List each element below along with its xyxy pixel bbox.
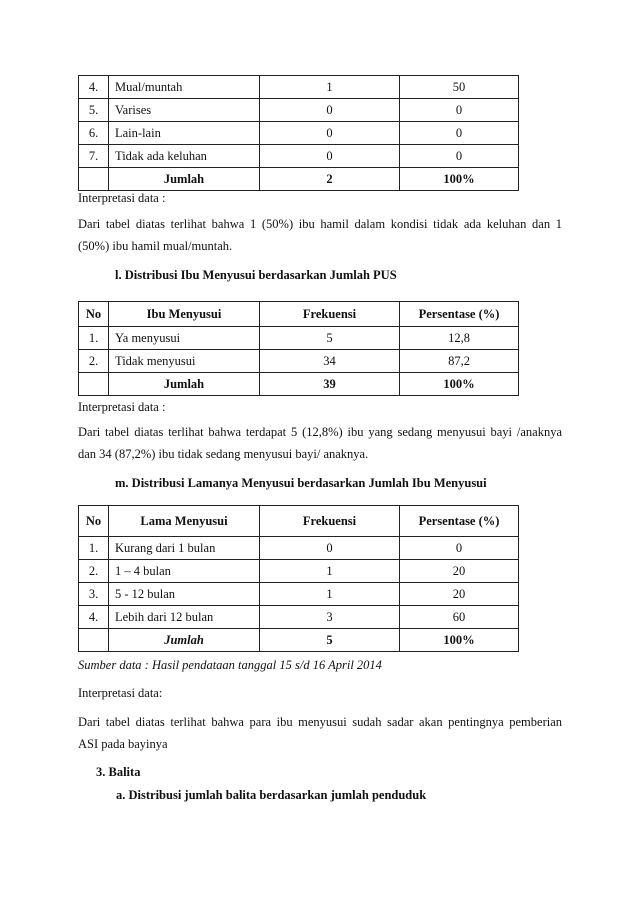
section-heading: l. Distribusi Ibu Menyusui berdasarkan Jumlah PUS [115, 268, 397, 282]
cell-no: 2. [79, 350, 109, 373]
table-row [79, 560, 519, 583]
cell-freq: 1 [260, 583, 400, 606]
cell-freq: 34 [260, 350, 400, 373]
table-total-row [79, 373, 519, 396]
section-heading: 3. Balita [96, 765, 141, 779]
table-row [79, 145, 519, 168]
cell-no: 5. [79, 99, 109, 122]
table-header-row [79, 302, 519, 327]
cell-freq: 5 [260, 327, 400, 350]
table-row [79, 122, 519, 145]
interpretation-label: Interpretasi data: [78, 686, 163, 700]
table-row [79, 350, 519, 373]
interpretation-text: (50%) ibu hamil mual/muntah. [78, 239, 233, 253]
cell-no: 6. [79, 122, 109, 145]
cell-total-freq: 39 [260, 373, 400, 396]
interpretation-label: Interpretasi data : [78, 400, 166, 414]
cell-total-freq: 2 [260, 168, 400, 191]
cell-pct: 0 [400, 99, 519, 122]
header-freq: Frekuensi [260, 506, 400, 537]
cell-item: Kurang dari 1 bulan [109, 537, 260, 560]
interpretation-text: Dari tabel diatas terlihat bahwa terdapat 5 (12,8%) ibu yang sedang menyusui bayi /anaknya [78, 425, 562, 439]
table-lama-menyusui [78, 505, 519, 652]
cell-no: 4. [79, 606, 109, 629]
cell-freq: 1 [260, 76, 400, 99]
cell-no: 7. [79, 145, 109, 168]
cell-pct: 20 [400, 583, 519, 606]
cell-pct: 50 [400, 76, 519, 99]
cell-no: 4. [79, 76, 109, 99]
header-no: No [79, 302, 109, 327]
cell-total-pct: 100% [400, 629, 519, 652]
header-pct: Persentase (%) [400, 302, 519, 327]
cell-no: 1. [79, 537, 109, 560]
cell-empty [79, 373, 109, 396]
table-row [79, 583, 519, 606]
interpretation-label: Interpretasi data : [78, 191, 166, 205]
interpretation-text: Dari tabel diatas terlihat bahwa 1 (50%) ibu hamil dalam kondisi tidak ada keluhan dan 1 [78, 217, 562, 231]
cell-item: Tidak menyusui [109, 350, 260, 373]
cell-item: Mual/muntah [109, 76, 260, 99]
cell-total-label: Jumlah [109, 168, 260, 191]
cell-total-label: Jumlah [109, 373, 260, 396]
section-heading: a. Distribusi jumlah balita berdasarkan jumlah penduduk [116, 788, 427, 802]
cell-pct: 20 [400, 560, 519, 583]
cell-item: Varises [109, 99, 260, 122]
cell-total-pct: 100% [400, 373, 519, 396]
cell-item: Lebih dari 12 bulan [109, 606, 260, 629]
table-row [79, 99, 519, 122]
cell-total-pct: 100% [400, 168, 519, 191]
header-freq: Frekuensi [260, 302, 400, 327]
interpretation-text: dan 34 (87,2%) ibu tidak sedang menyusui bayi/ anaknya. [78, 447, 369, 461]
table-total-row [79, 629, 519, 652]
cell-freq: 0 [260, 122, 400, 145]
table-header-row [79, 506, 519, 537]
table-row [79, 537, 519, 560]
cell-no: 2. [79, 560, 109, 583]
header-item: Ibu Menyusui [109, 302, 260, 327]
table-keluhan [78, 75, 519, 191]
cell-item: 1 – 4 bulan [109, 560, 260, 583]
section-heading: m. Distribusi Lamanya Menyusui berdasarkan Jumlah Ibu Menyusui [115, 476, 487, 490]
table-row [79, 327, 519, 350]
interpretation-text: ASI pada bayinya [78, 737, 168, 751]
cell-pct: 0 [400, 122, 519, 145]
source-note: Sumber data : Hasil pendataan tanggal 15 s/d 16 April 2014 [78, 658, 382, 672]
table-row [79, 606, 519, 629]
cell-pct: 12,8 [400, 327, 519, 350]
cell-item: Lain-lain [109, 122, 260, 145]
cell-item: 5 - 12 bulan [109, 583, 260, 606]
cell-freq: 0 [260, 537, 400, 560]
cell-freq: 3 [260, 606, 400, 629]
cell-no: 1. [79, 327, 109, 350]
cell-pct: 0 [400, 537, 519, 560]
cell-item: Ya menyusui [109, 327, 260, 350]
interpretation-text: Dari tabel diatas terlihat bahwa para ibu menyusui sudah sadar akan pentingnya pemberian [78, 715, 562, 729]
cell-pct: 87,2 [400, 350, 519, 373]
cell-total-label: Jumlah [109, 629, 260, 652]
header-pct: Persentase (%) [400, 506, 519, 537]
cell-pct: 0 [400, 145, 519, 168]
table-row [79, 76, 519, 99]
cell-total-freq: 5 [260, 629, 400, 652]
cell-empty [79, 629, 109, 652]
cell-freq: 0 [260, 145, 400, 168]
header-no: No [79, 506, 109, 537]
cell-item: Tidak ada keluhan [109, 145, 260, 168]
cell-freq: 1 [260, 560, 400, 583]
cell-freq: 0 [260, 99, 400, 122]
header-item: Lama Menyusui [109, 506, 260, 537]
table-ibu-menyusui [78, 301, 519, 396]
cell-no: 3. [79, 583, 109, 606]
cell-pct: 60 [400, 606, 519, 629]
